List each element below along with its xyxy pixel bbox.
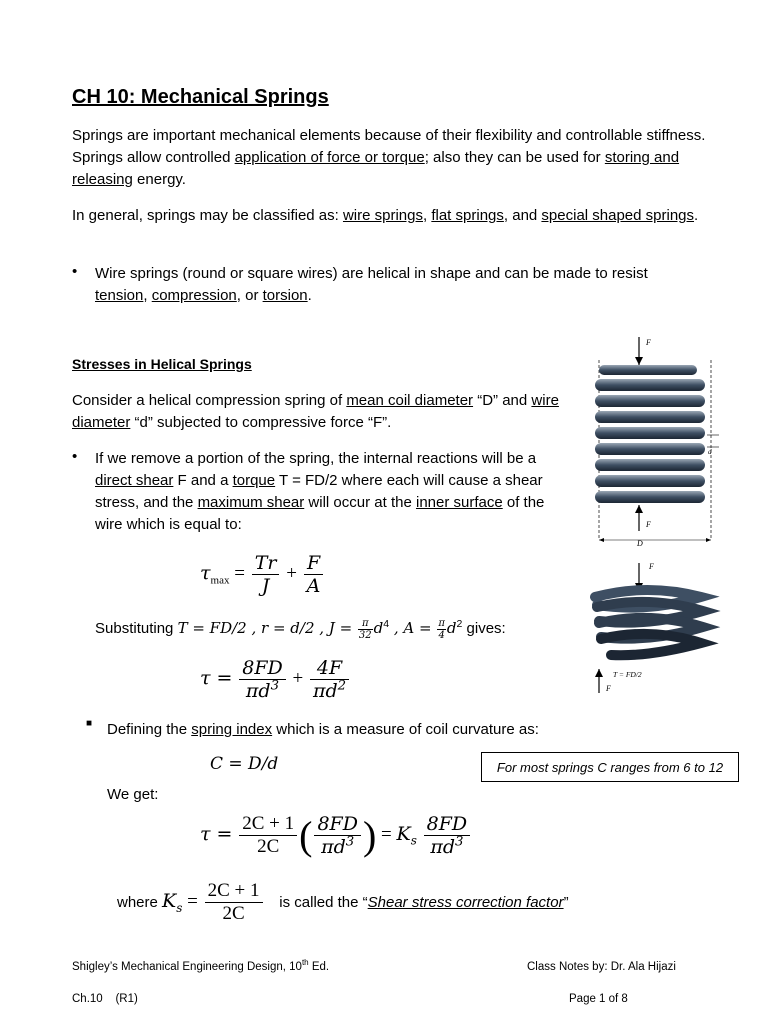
underlined-term: inner surface [415,494,503,511]
numerator: 2C + 1 [205,880,263,903]
text-run: Consider a helical compression spring of [72,392,347,409]
coil [599,365,697,375]
text-run: , or [236,287,263,304]
eq-symbol: K [396,822,411,845]
arrow-head [635,357,643,365]
force-label-bottom: F [606,684,611,693]
fraction [304,552,324,597]
underlined-term: torsion [262,287,308,304]
text-run: “D” and [473,392,532,409]
exponent: 3 [454,834,464,850]
numerator: 2C + 1 [239,813,297,836]
coil [595,379,705,391]
text-run: Shigley’s Mechanical Engineering Design, 10 [72,961,302,973]
open-paren: ( [299,813,313,858]
math-run: d [373,619,384,637]
eq-subscript: max [210,574,230,587]
footer-page-number: Page 1 of 8 [569,993,628,1005]
text-run: Ed. [308,961,330,973]
text-run: , [143,287,152,304]
section-heading: Stresses in Helical Springs [72,356,252,372]
bullet-marker: • [72,448,78,465]
text-run: “d” subjected to compressive force “F”. [130,414,392,431]
eq-operator: = [234,562,245,584]
text-run: . [307,287,312,304]
eq-subscript: s [410,833,417,848]
denominator [424,836,471,858]
numerator: π [438,617,445,629]
text-run: . [694,207,699,224]
exponent: 4 [383,618,390,630]
text-run: Wire springs (round or square wires) are helical in shape and can be made to resist [95,265,648,282]
eq-subscript: s [176,900,183,915]
d-label: d [708,448,712,456]
coil [595,395,705,407]
fraction [358,618,373,641]
bullet-wire-springs [95,263,695,307]
text-run: Springs are important mechanical elements because of their flexibility and controllable stiffness. Springs allow controlled [72,127,706,166]
eq-operator: = [381,823,392,845]
text-run: , [423,207,432,224]
text-run: F and a [173,472,233,489]
torque-label: T = FD/2 [613,670,642,679]
coil [595,443,705,455]
equation-spring-index: C = D/d [210,754,279,774]
denominator: 4 [438,629,445,641]
bullet-marker: • [72,263,78,280]
eq-symbol: τ [200,561,211,584]
spring-index-definition [107,719,539,741]
numerator: 4F [310,657,349,680]
footer-book-reference [72,958,330,973]
math-run: d [446,619,457,637]
coil [601,634,701,655]
coil [595,411,705,423]
bullet-internal-reactions [95,448,570,536]
denominator: A [306,575,321,597]
force-label-top: F [646,338,651,347]
denominator-base: πd [312,680,338,702]
text-run: will occur at the [304,494,416,511]
eq-symbol: τ = [200,822,233,845]
denominator: 2C [257,836,280,857]
force-label-top: F [649,562,654,571]
fraction [310,657,349,702]
denominator [310,680,349,702]
text-run: of the wire which is equal to: [95,494,545,533]
coil [595,475,705,487]
numerator: Tr [252,552,280,575]
arrow-head [599,538,604,542]
text-run: ” [563,894,569,911]
text-run: If we remove a portion of the spring, the internal reactions will be a [95,450,537,467]
fraction [437,618,446,641]
exponent: 2 [337,678,347,694]
eq-symbol: τ = [200,666,233,689]
square-bullet-marker: ■ [86,718,93,729]
eq-operator: = [187,890,198,912]
underlined-term: maximum shear [197,494,305,511]
denominator: J [261,575,270,597]
fraction [239,657,286,702]
text-run: where [117,894,158,911]
equation-tau [200,657,351,702]
coil [595,427,705,439]
math-run: , A = [389,619,437,637]
eq-operator: + [286,562,297,584]
coil [595,459,705,471]
close-paren: ) [362,813,377,858]
classification-paragraph [72,205,712,227]
text-run: , and [503,207,542,224]
underlined-term: wire diameter [72,392,559,431]
denominator-base: πd [430,836,455,858]
text-run: Defining the [107,721,192,738]
helical-spring-figure [585,335,725,695]
underlined-term: tension [95,287,144,304]
underlined-term: storing and releasing [72,149,680,188]
fraction [205,880,263,925]
denominator [314,836,361,858]
equation-tau-max [200,552,325,597]
spring-cut-view [595,562,703,693]
text-run: T = FD/2 where each will cause a shear stress, and the [95,472,543,511]
underlined-term: direct shear [95,472,174,489]
numerator: 8FD [314,813,361,836]
exponent: 2 [456,618,463,630]
fraction [314,813,361,858]
denominator-base: πd [245,680,271,702]
underlined-term: Shear stress correction factor [367,894,564,911]
underlined-term: compression [151,287,237,304]
denominator: 32 [358,629,372,641]
numerator: F [304,552,324,575]
intro-paragraph [72,125,712,191]
text-run: gives: [462,620,506,637]
text-run: In general, springs may be classified as: [72,207,343,224]
page-title: CH 10: Mechanical Springs [72,86,329,108]
ks-equation [162,880,269,924]
footer-chapter: Ch.10 (R1) [72,993,138,1005]
exponent: 3 [270,678,280,694]
arrow-head [635,505,643,513]
underlined-term: wire springs [342,207,423,224]
denominator-base: πd [321,836,346,858]
ks-definition [117,880,569,925]
arrow-head [595,669,603,677]
text-run: energy. [132,171,186,188]
coils-top [595,365,705,503]
equation-tau-final [200,812,472,859]
we-get-label: We get: [107,786,159,803]
force-label-bottom: F [646,520,651,529]
eq-operator: + [292,667,304,689]
text-run: which is a measure of coil curvature as: [272,721,539,738]
numerator: 8FD [424,813,471,836]
note-box: For most springs C ranges from 6 to 12 [481,752,739,782]
D-label: D [637,539,643,548]
consider-paragraph [72,390,572,434]
superscript: th [301,958,309,968]
numerator: 8FD [239,657,286,680]
spring-section-view [595,337,719,548]
fraction [424,813,471,858]
underlined-term: application of force or torque [234,149,425,166]
exponent: 3 [345,834,355,850]
underlined-term: mean coil diameter [346,392,474,409]
underlined-term: torque [232,472,276,489]
math-run: T = FD/2 , r = d/2 , J = [177,619,357,637]
fraction [239,813,297,858]
underlined-term: flat springs [431,207,504,224]
denominator [239,680,286,702]
underlined-term: special shaped springs [541,207,695,224]
eq-symbol: K [162,889,177,912]
text-run: is called the “ [279,894,368,911]
arrow-head [706,538,711,542]
text-run: Substituting [95,620,178,637]
footer-class-notes: Class Notes by: Dr. Ala Hijazi [527,961,676,973]
denominator: 2C [222,903,245,924]
text-run: ; also they can be used for [424,149,605,166]
underlined-term: spring index [191,721,273,738]
coil [595,491,705,503]
numerator: π [358,618,373,630]
fraction [252,552,280,597]
substituting-line [95,617,506,641]
